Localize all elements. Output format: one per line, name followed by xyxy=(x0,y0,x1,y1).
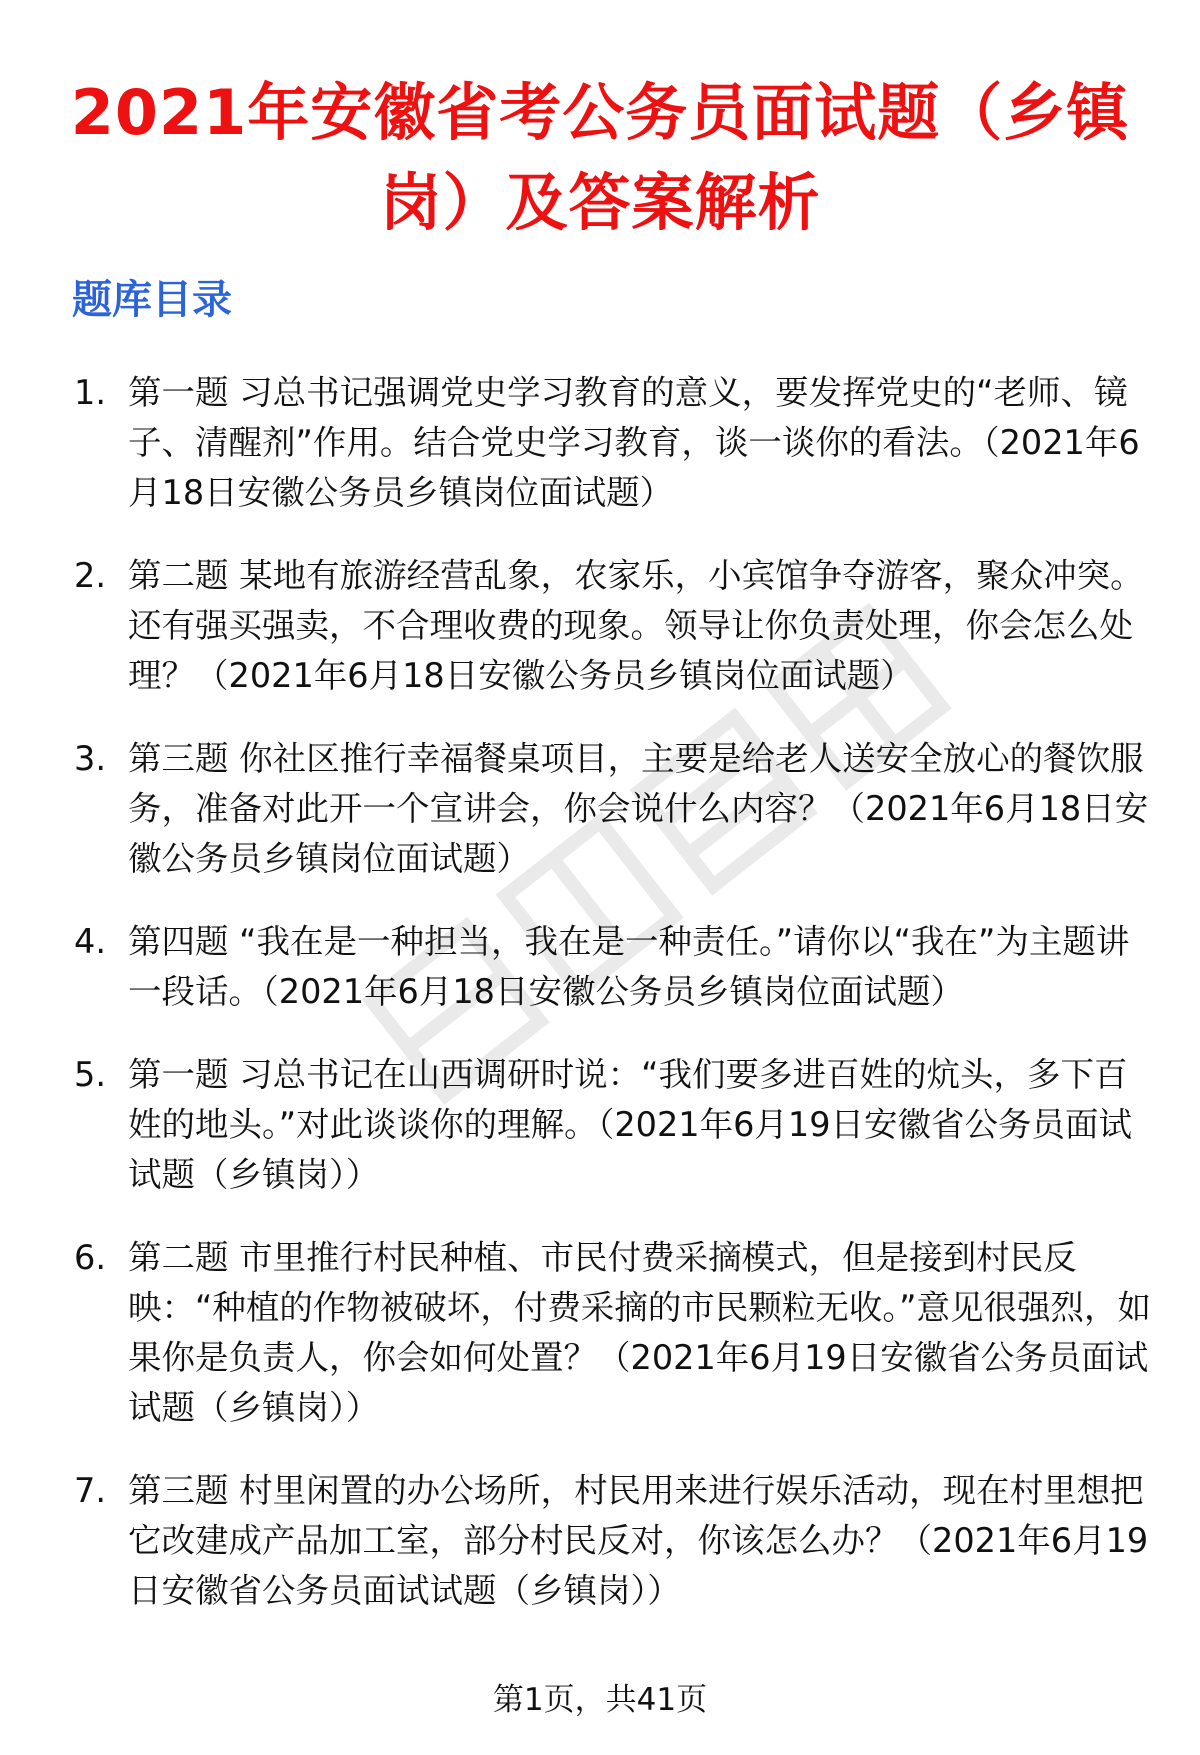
question-list xyxy=(0,368,1200,1649)
question-text: 第三题 村里闲置的办公场所，村民用来进行娱乐活动，现在村里想把它改建成产品加工室，部分村民反对，你该怎么办？（2021年6月19日安徽省公务员面试试题（乡镇岗）） xyxy=(128,1471,1149,1610)
question-number: 2. xyxy=(74,556,106,595)
question-item-3 xyxy=(0,734,1200,884)
question-text: 第一题 习总书记强调党史学习教育的意义，要发挥党史的“老师、镜子、清醒剂”作用。结合党史学习教育，谈一谈你的看法。（2021年6月18日安徽公务员乡镇岗位面试题） xyxy=(128,373,1140,512)
question-number: 3. xyxy=(74,739,106,778)
question-text: 第四题 “我在是一种担当，我在是一种责任。”请你以“我在”为主题讲一段话。（2021年6月18日安徽公务员乡镇岗位面试题） xyxy=(128,922,1130,1011)
document-title: 2021年安徽省考公务员面试题（乡镇岗）及答案解析 xyxy=(70,76,1130,239)
question-number: 6. xyxy=(74,1238,106,1277)
question-item-6 xyxy=(0,1233,1200,1433)
question-item-5 xyxy=(0,1050,1200,1200)
question-text: 第一题 习总书记在山西调研时说：“我们要多进百姓的炕头，多下百姓的地头。”对此谈谈你的理解。（2021年6月19日安徽省公务员面试试题（乡镇岗）） xyxy=(128,1055,1133,1194)
toc-heading: 题库目录 xyxy=(72,277,232,323)
question-number: 7. xyxy=(74,1471,106,1510)
question-number: 5. xyxy=(74,1055,106,1094)
question-item-7 xyxy=(0,1466,1200,1616)
question-item-1 xyxy=(0,368,1200,518)
question-text: 第二题 某地有旅游经营乱象，农家乐，小宾馆争夺游客，聚众冲突。还有强买强卖，不合理收费的现象。领导让你负责处理，你会怎么处理？（2021年6月18日安徽公务员乡镇岗位面试题） xyxy=(128,556,1144,695)
page-footer: 第1页，共41页 xyxy=(492,1682,708,1718)
question-text: 第三题 你社区推行幸福餐桌项目，主要是给老人送安全放心的餐饮服务，准备对此开一个宣讲会，你会说什么内容？（2021年6月18日安徽公务员乡镇岗位面试题） xyxy=(128,739,1149,878)
question-text: 第二题 市里推行村民种植、市民付费采摘模式，但是接到村民反映：“种植的作物被破坏，付费采摘的市民颗粒无收。”意见很强烈，如果你是负责人，你会如何处置？（2021年6月19日安徽省公务员面试试题（乡镇岗）） xyxy=(128,1238,1151,1427)
question-number: 1. xyxy=(74,373,106,412)
question-item-4 xyxy=(0,917,1200,1017)
question-number: 4. xyxy=(74,922,106,961)
question-item-2 xyxy=(0,551,1200,701)
